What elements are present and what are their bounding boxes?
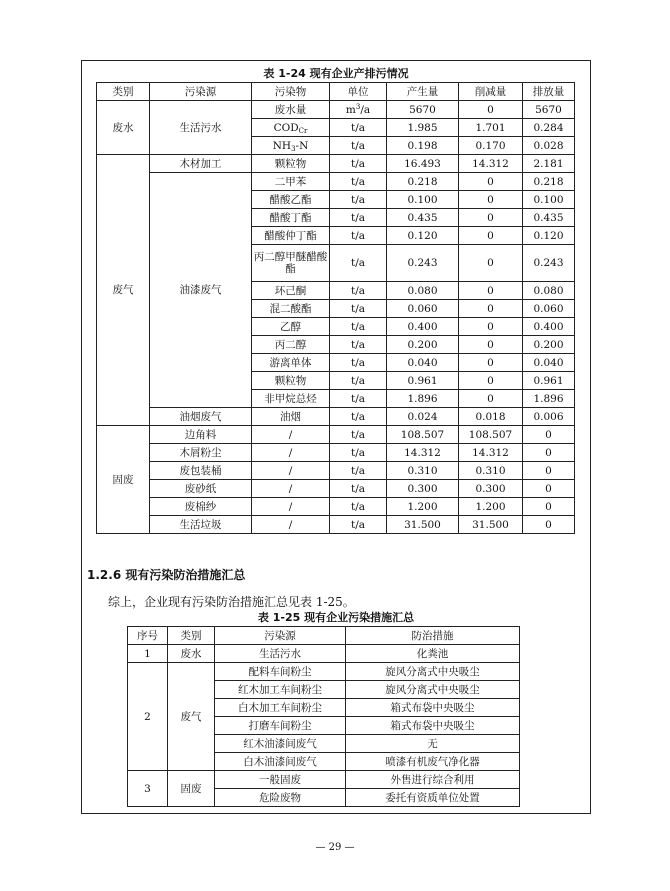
pollutant-cell: / <box>252 444 330 462</box>
reduced-cell: 1.701 <box>459 119 523 137</box>
source-cell: 生活污水 <box>215 645 346 663</box>
reduced-cell: 0 <box>459 101 523 119</box>
table-row <box>128 663 520 681</box>
category-cell: 废水 <box>97 101 150 155</box>
source-cell: 红木油漆间废气 <box>215 735 346 753</box>
column-header: 污染源 <box>150 83 252 101</box>
table-1-24-title: 表 1-24 现有企业产排污情况 <box>263 67 409 80</box>
reduced-cell: 14.312 <box>459 444 523 462</box>
unit-cell: t/a <box>330 155 387 173</box>
unit-cell: t/a <box>330 372 387 390</box>
unit-cell: t/a <box>330 390 387 408</box>
section-heading: 1.2.6 现有污染防治措施汇总 <box>87 568 246 582</box>
measure-cell: 化粪池 <box>346 645 520 663</box>
column-header: 产生量 <box>387 83 459 101</box>
source-cell: 配料车间粉尘 <box>215 663 346 681</box>
pollutant-cell: 丙二醇甲醚醋酸酯 <box>252 245 330 282</box>
emitted-cell: 0 <box>523 444 575 462</box>
emitted-cell: 0.435 <box>523 209 575 227</box>
pollutant-cell: / <box>252 462 330 480</box>
unit-cell: $m^3/a$ <box>330 101 387 119</box>
table-header-row <box>128 627 520 645</box>
source-cell: 废包装桶 <box>150 462 252 480</box>
emitted-cell: 0.006 <box>523 408 575 426</box>
emitted-cell: 0.060 <box>523 300 575 318</box>
source-cell: 油烟废气 <box>150 408 252 426</box>
index-cell: 3 <box>128 771 168 807</box>
produced-cell: 1.200 <box>387 498 459 516</box>
unit-cell: t/a <box>330 227 387 245</box>
table-row <box>128 645 520 663</box>
emitted-cell: 0.218 <box>523 173 575 191</box>
produced-cell: 0.400 <box>387 318 459 336</box>
source-cell: 废棉纱 <box>150 498 252 516</box>
column-header: 序号 <box>128 627 168 645</box>
pollutant-cell: $NH_3-N$ <box>252 137 330 155</box>
reduced-cell: 0 <box>459 209 523 227</box>
reduced-cell: 0.310 <box>459 462 523 480</box>
emitted-cell: 0.200 <box>523 336 575 354</box>
produced-cell: 1.896 <box>387 390 459 408</box>
emitted-cell: 2.181 <box>523 155 575 173</box>
unit-cell: t/a <box>330 444 387 462</box>
reduced-cell: 31.500 <box>459 516 523 534</box>
category-cell: 固废 <box>168 771 215 807</box>
produced-cell: 16.493 <box>387 155 459 173</box>
reduced-cell: 0 <box>459 227 523 245</box>
emitted-cell: 0.961 <box>523 372 575 390</box>
column-header: 类别 <box>97 83 150 101</box>
column-header: 排放量 <box>523 83 575 101</box>
produced-cell: 0.300 <box>387 480 459 498</box>
unit-cell: t/a <box>330 480 387 498</box>
table-1-24 <box>96 82 575 534</box>
unit-cell: t/a <box>330 498 387 516</box>
table-row <box>97 408 575 426</box>
page-number: — 29 — <box>315 842 355 853</box>
produced-cell: 31.500 <box>387 516 459 534</box>
emitted-cell: 0.028 <box>523 137 575 155</box>
unit-cell: t/a <box>330 191 387 209</box>
table-row <box>97 155 575 173</box>
column-header: 防治措施 <box>346 627 520 645</box>
emitted-cell: 0 <box>523 462 575 480</box>
produced-cell: 108.507 <box>387 426 459 444</box>
pollutant-cell: 二甲苯 <box>252 173 330 191</box>
source-cell: 生活垃圾 <box>150 516 252 534</box>
category-cell: 废气 <box>168 663 215 771</box>
produced-cell: 0.100 <box>387 191 459 209</box>
table-1-25-title: 表 1-25 现有企业污染措施汇总 <box>257 611 415 624</box>
unit-cell: t/a <box>330 408 387 426</box>
measure-cell: 旋风分离式中央吸尘 <box>346 663 520 681</box>
reduced-cell: 0 <box>459 245 523 282</box>
measure-cell: 外售进行综合利用 <box>346 771 520 789</box>
emitted-cell: 0 <box>523 498 575 516</box>
produced-cell: 0.040 <box>387 354 459 372</box>
unit-cell: t/a <box>330 209 387 227</box>
column-header: 污染物 <box>252 83 330 101</box>
produced-cell: 0.198 <box>387 137 459 155</box>
emitted-cell: 0.080 <box>523 282 575 300</box>
column-header: 类别 <box>168 627 215 645</box>
unit-cell: t/a <box>330 426 387 444</box>
measure-cell: 喷漆有机废气净化器 <box>346 753 520 771</box>
pollutant-cell: / <box>252 426 330 444</box>
produced-cell: 1.985 <box>387 119 459 137</box>
index-cell: 2 <box>128 663 168 771</box>
produced-cell: 0.120 <box>387 227 459 245</box>
pollutant-cell: 乙醇 <box>252 318 330 336</box>
table-row <box>97 462 575 480</box>
pollutant-cell: / <box>252 516 330 534</box>
pollutant-cell: 环己酮 <box>252 282 330 300</box>
pollutant-cell: 醋酸丁酯 <box>252 209 330 227</box>
table-row <box>97 101 575 119</box>
table-header-row <box>97 83 575 101</box>
category-cell: 固废 <box>97 426 150 534</box>
unit-cell: t/a <box>330 516 387 534</box>
unit-cell: t/a <box>330 300 387 318</box>
index-cell: 1 <box>128 645 168 663</box>
reduced-cell: 0 <box>459 191 523 209</box>
pollutant-cell: 颗粒物 <box>252 372 330 390</box>
unit-cell: t/a <box>330 119 387 137</box>
reduced-cell: 0 <box>459 318 523 336</box>
table-row <box>97 426 575 444</box>
emitted-cell: 0 <box>523 480 575 498</box>
produced-cell: 0.435 <box>387 209 459 227</box>
emitted-cell: 5670 <box>523 101 575 119</box>
measure-cell: 无 <box>346 735 520 753</box>
emitted-cell: 0 <box>523 426 575 444</box>
emitted-cell: 0.120 <box>523 227 575 245</box>
pollutant-cell: $COD_{Cr}$ <box>252 119 330 137</box>
unit-cell: t/a <box>330 137 387 155</box>
column-header: 单位 <box>330 83 387 101</box>
source-cell: 危险废物 <box>215 789 346 807</box>
produced-cell: 5670 <box>387 101 459 119</box>
reduced-cell: 0 <box>459 390 523 408</box>
source-cell: 生活污水 <box>150 101 252 155</box>
emitted-cell: 0.400 <box>523 318 575 336</box>
emitted-cell: 0.284 <box>523 119 575 137</box>
reduced-cell: 0.018 <box>459 408 523 426</box>
reduced-cell: 0 <box>459 372 523 390</box>
pollutant-cell: 油烟 <box>252 408 330 426</box>
pollutant-cell: 醋酸仲丁酯 <box>252 227 330 245</box>
table-row <box>97 516 575 534</box>
reduced-cell: 108.507 <box>459 426 523 444</box>
summary-paragraph: 综上，企业现有污染防治措施汇总见表 1-25。 <box>108 595 355 609</box>
unit-cell: t/a <box>330 282 387 300</box>
source-cell: 油漆废气 <box>150 173 252 408</box>
source-cell: 白木加工车间粉尘 <box>215 699 346 717</box>
column-header: 削减量 <box>459 83 523 101</box>
emitted-cell: 0.040 <box>523 354 575 372</box>
unit-cell: t/a <box>330 173 387 191</box>
reduced-cell: 0 <box>459 282 523 300</box>
pollutant-cell: 醋酸乙酯 <box>252 191 330 209</box>
unit-cell: t/a <box>330 354 387 372</box>
reduced-cell: 0 <box>459 173 523 191</box>
reduced-cell: 0.300 <box>459 480 523 498</box>
source-cell: 废砂纸 <box>150 480 252 498</box>
produced-cell: 0.310 <box>387 462 459 480</box>
pollutant-cell: 混二酸酯 <box>252 300 330 318</box>
source-cell: 白木油漆间废气 <box>215 753 346 771</box>
reduced-cell: 1.200 <box>459 498 523 516</box>
produced-cell: 0.024 <box>387 408 459 426</box>
measure-cell: 箱式布袋中央吸尘 <box>346 699 520 717</box>
table-row <box>97 480 575 498</box>
produced-cell: 0.060 <box>387 300 459 318</box>
measure-cell: 旋风分离式中央吸尘 <box>346 681 520 699</box>
reduced-cell: 0 <box>459 300 523 318</box>
emitted-cell: 0.100 <box>523 191 575 209</box>
source-cell: 木屑粉尘 <box>150 444 252 462</box>
column-header: 污染源 <box>215 627 346 645</box>
pollutant-cell: 丙二醇 <box>252 336 330 354</box>
pollutant-cell: 废水量 <box>252 101 330 119</box>
produced-cell: 0.218 <box>387 173 459 191</box>
source-cell: 红木加工车间粉尘 <box>215 681 346 699</box>
produced-cell: 0.080 <box>387 282 459 300</box>
pollutant-cell: / <box>252 480 330 498</box>
table-row <box>128 771 520 789</box>
emitted-cell: 1.896 <box>523 390 575 408</box>
pollutant-cell: / <box>252 498 330 516</box>
reduced-cell: 0 <box>459 336 523 354</box>
category-cell: 废水 <box>168 645 215 663</box>
produced-cell: 0.243 <box>387 245 459 282</box>
produced-cell: 14.312 <box>387 444 459 462</box>
table-row <box>97 444 575 462</box>
reduced-cell: 0.170 <box>459 137 523 155</box>
unit-cell: t/a <box>330 318 387 336</box>
pollutant-cell: 颗粒物 <box>252 155 330 173</box>
table-row <box>97 173 575 191</box>
unit-cell: t/a <box>330 245 387 282</box>
unit-cell: t/a <box>330 336 387 354</box>
emitted-cell: 0.243 <box>523 245 575 282</box>
unit-cell: t/a <box>330 462 387 480</box>
category-cell: 废气 <box>97 155 150 426</box>
emitted-cell: 0 <box>523 516 575 534</box>
source-cell: 一般固废 <box>215 771 346 789</box>
table-row <box>97 498 575 516</box>
reduced-cell: 0 <box>459 354 523 372</box>
pollutant-cell: 游离单体 <box>252 354 330 372</box>
reduced-cell: 14.312 <box>459 155 523 173</box>
measure-cell: 委托有资质单位处置 <box>346 789 520 807</box>
source-cell: 木材加工 <box>150 155 252 173</box>
produced-cell: 0.961 <box>387 372 459 390</box>
measure-cell: 箱式布袋中央吸尘 <box>346 717 520 735</box>
source-cell: 打磨车间粉尘 <box>215 717 346 735</box>
pollutant-cell: 非甲烷总烃 <box>252 390 330 408</box>
source-cell: 边角料 <box>150 426 252 444</box>
table-1-25 <box>127 626 520 807</box>
produced-cell: 0.200 <box>387 336 459 354</box>
